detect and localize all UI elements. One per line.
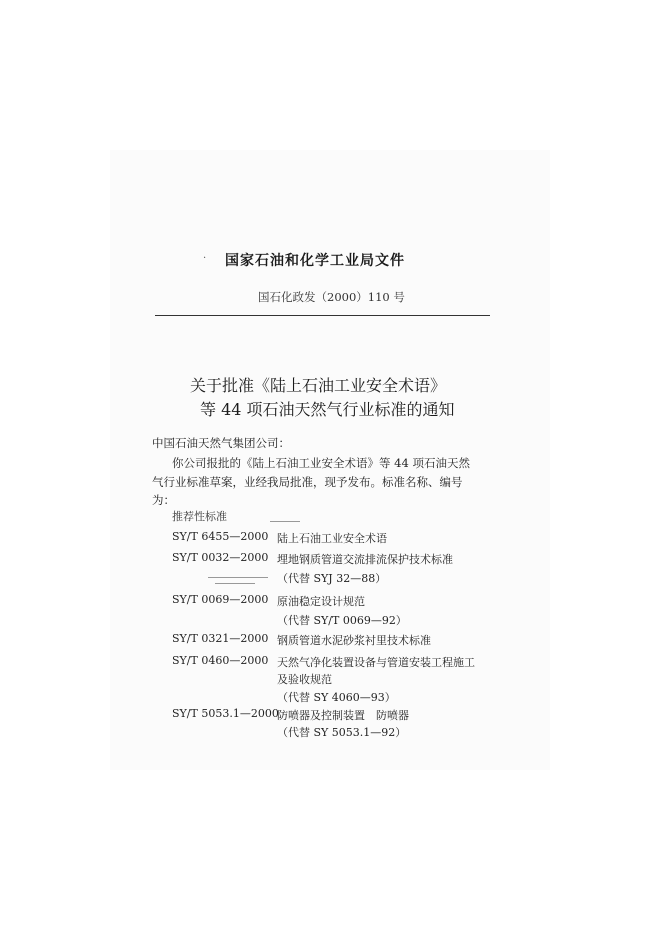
standard-name: 天然气净化装置设备与管道安装工程施工: [277, 656, 475, 669]
standard-code: SY/T 5053.1—2000: [172, 707, 279, 720]
standard-code: SY/T 0069—2000: [172, 593, 269, 606]
standard-name: 钢质管道水泥砂浆衬里技术标准: [277, 634, 431, 647]
body-paragraph-line: 你公司报批的《陆上石油工业安全术语》等 44 项石油天然: [172, 456, 470, 470]
bullet-mark: .: [203, 250, 207, 261]
standard-name: 原油稳定设计规范: [277, 595, 365, 608]
standard-code: SY/T 0032—2000: [172, 551, 269, 564]
standard-code: SY/T 0460—2000: [172, 654, 269, 667]
scan-noise: [270, 521, 300, 522]
scan-noise: [215, 583, 255, 584]
standard-replaces: （代替 SYJ 32—88）: [277, 572, 387, 585]
standard-code: SY/T 0321—2000: [172, 632, 269, 645]
standard-name: 埋地钢质管道交流排流保护技术标准: [277, 553, 453, 566]
document-number: 国石化政发（2000）110 号: [258, 290, 405, 304]
scan-noise: [208, 577, 268, 578]
title-line-2: 等 44 项石油天然气行业标准的通知: [200, 400, 455, 419]
standard-replaces: （代替 SY/T 0069—92）: [277, 614, 407, 627]
standard-name-cont: 及验收规范: [277, 673, 332, 686]
header-rule: [155, 315, 490, 316]
standard-replaces: （代替 SY 5053.1—92）: [277, 726, 407, 739]
category-label: 推荐性标准: [172, 510, 227, 523]
standard-replaces: （代替 SY 4060—93）: [277, 691, 396, 704]
body-paragraph-line: 为：: [152, 493, 175, 507]
issuer-heading: 国家石油和化学工业局文件: [225, 253, 405, 269]
standard-code: SY/T 6455—2000: [172, 530, 269, 543]
standard-name: 陆上石油工业安全术语: [277, 532, 387, 545]
body-paragraph-line: 气行业标准草案，业经我局批准，现予发布。标准名称、编号: [152, 475, 463, 489]
addressee: 中国石油天然气集团公司：: [152, 436, 290, 450]
standard-name: 防喷器及控制装置 防喷器: [277, 709, 409, 722]
title-line-1: 关于批准《陆上石油工业安全术语》: [190, 376, 447, 395]
